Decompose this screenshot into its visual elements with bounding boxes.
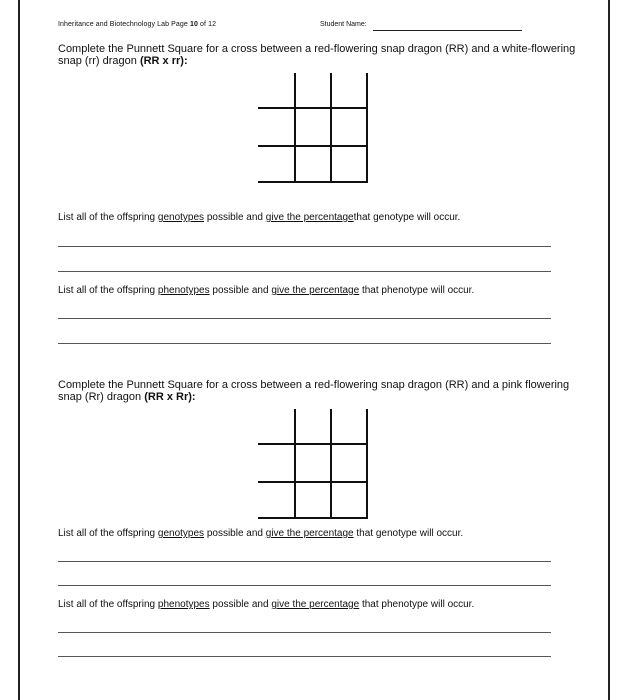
answer-line[interactable] (58, 632, 551, 633)
page-number: 10 (189, 21, 198, 28)
section2-cross-label: (RR x Rr): (144, 391, 196, 403)
punnett-square-2[interactable] (258, 409, 368, 519)
section2-genotype-question: List all of the offspring genotypes possible and give the percentage that genotype will occur. (58, 528, 464, 539)
answer-line[interactable] (58, 271, 551, 272)
answer-line[interactable] (58, 656, 551, 657)
section1-prompt (58, 43, 578, 67)
answer-line[interactable] (58, 343, 551, 344)
section1-genotype-question: List all of the offspring genotypes possible and give the percentagethat genotype will occur. (58, 212, 461, 223)
section1-cross-label: (RR x rr): (139, 55, 188, 67)
answer-line[interactable] (58, 561, 551, 562)
punnett-square-1[interactable] (258, 73, 368, 183)
section1-prompt-text: Complete the Punnett Square for a cross between a red-flowering snap dragon (RR) and a white-flowering snap (rr) dragon (58, 43, 576, 67)
page-border-right (608, 0, 610, 700)
page-border-left (18, 0, 20, 700)
student-name-label: Student Name: (320, 21, 367, 28)
page-total: of 12 (200, 21, 217, 28)
course-title: Inheritance and Biotechnology Lab Page (58, 21, 188, 28)
student-name-field[interactable] (373, 30, 522, 31)
answer-line[interactable] (58, 318, 551, 319)
page-header (58, 21, 216, 28)
section2-phenotype-question: List all of the offspring phenotypes possible and give the percentage that phenotype will occur. (58, 599, 475, 610)
section2-prompt (58, 379, 578, 403)
section1-phenotype-question: List all of the offspring phenotypes possible and give the percentage that phenotype will occur. (58, 285, 475, 296)
section2-prompt-text: Complete the Punnett Square for a cross between a red-flowering snap dragon (RR) and a pink flowering snap (Rr) dragon (58, 379, 570, 403)
answer-line[interactable] (58, 585, 551, 586)
answer-line[interactable] (58, 246, 551, 247)
